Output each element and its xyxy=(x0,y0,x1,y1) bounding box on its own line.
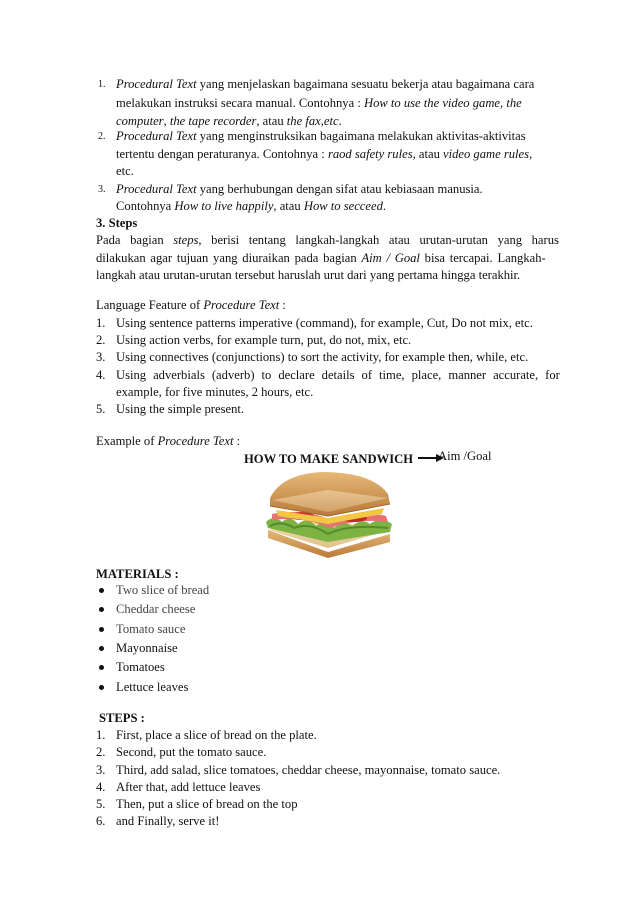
list-item-text xyxy=(116,145,532,163)
paragraph-line xyxy=(96,249,546,267)
term-italic: Procedure Text xyxy=(157,434,234,448)
list-item-text: example, for five minutes, 2 hours, etc. xyxy=(116,385,314,399)
bullet-icon xyxy=(99,588,104,593)
list-item: Two slice of bread xyxy=(116,583,210,597)
list-number: 3. xyxy=(98,184,106,195)
bullet-icon xyxy=(99,627,104,632)
text-span: : xyxy=(233,434,241,448)
list-number: 4. xyxy=(96,780,106,794)
list-item-text xyxy=(116,197,386,215)
term-italic: Procedural Text xyxy=(116,182,197,196)
word: time, xyxy=(379,368,405,382)
term-italic: Procedural Text xyxy=(116,129,197,143)
list-item: Mayonnaise xyxy=(116,641,178,655)
list-number: 2. xyxy=(98,131,106,142)
term-italic: How to secceed xyxy=(303,199,383,213)
text-span: . xyxy=(382,199,387,213)
text-span: yang menjelaskan bagaimana sesuatu bekerja atau bagaimana cara xyxy=(196,77,535,91)
list-item-text: First, place a slice of bread on the plate. xyxy=(116,728,317,742)
term-italic: Procedural Text xyxy=(116,77,197,91)
list-item: Lettuce leaves xyxy=(116,680,189,694)
word: to xyxy=(261,368,272,382)
list-item-text: After that, add lettuce leaves xyxy=(116,780,261,794)
text-span: , xyxy=(529,147,533,161)
list-number: 2. xyxy=(96,333,106,347)
text-span: tertentu dengan peraturanya. Contohnya : xyxy=(116,147,328,161)
list-number: 4. xyxy=(96,368,106,382)
word: atau xyxy=(388,233,410,247)
list-item: Tomato sauce xyxy=(116,622,186,636)
language-feature-heading xyxy=(96,296,286,314)
aim-goal-label: Aim /Goal xyxy=(438,449,492,463)
text-span: , atau xyxy=(412,147,444,161)
word: bagian xyxy=(130,233,164,247)
list-item-text: Then, put a slice of bread on the top xyxy=(116,797,298,811)
text-span: Example of xyxy=(96,434,158,448)
word: (adverb) xyxy=(211,368,255,382)
list-item-text: Using sentence patterns imperative (command), for example, Cut, Do not mix, etc. xyxy=(116,316,533,330)
word: yang xyxy=(497,233,523,247)
list-item-text: Using connectives (conjunctions) to sort the activity, for example then, while, etc. xyxy=(116,350,529,364)
text-span: Contohnya xyxy=(116,199,175,213)
list-number: 5. xyxy=(96,797,106,811)
term-italic: How to use the video game xyxy=(363,96,501,110)
list-number: 6. xyxy=(96,814,106,828)
word: declare xyxy=(278,368,315,382)
list-item-text: etc. xyxy=(116,164,134,178)
list-item-text: and Finally, serve it! xyxy=(116,814,220,828)
list-item-text: Third, add salad, slice tomatoes, cheddar cheese, mayonnaise, tomato sauce. xyxy=(116,763,501,777)
term-italic: video game rules xyxy=(443,147,530,161)
list-item-text xyxy=(116,94,522,112)
list-number: 3. xyxy=(96,350,106,364)
list-number: 1. xyxy=(98,79,106,90)
text-span: , xyxy=(163,114,170,128)
list-number: 2. xyxy=(96,745,106,759)
word: steps, xyxy=(173,233,202,247)
text-span: . xyxy=(338,114,342,128)
list-number: 1. xyxy=(96,728,106,742)
word: details xyxy=(321,368,355,382)
section-heading: 3. Steps xyxy=(96,216,138,230)
text-span: , atau xyxy=(273,199,304,213)
bullet-icon xyxy=(99,607,104,612)
example-label xyxy=(96,432,240,450)
text-span: dilakukan agar tujuan yang diuraikan pada bagian xyxy=(96,251,362,265)
arrow-line xyxy=(418,457,438,459)
materials-heading: MATERIALS : xyxy=(96,567,179,581)
word: harus xyxy=(531,233,559,247)
term-italic: Procedure Text xyxy=(203,298,280,312)
list-item: Tomatoes xyxy=(116,660,165,674)
bullet-icon xyxy=(99,646,104,651)
word: Pada xyxy=(96,233,121,247)
term-italic: the fax xyxy=(286,114,321,128)
text-span: , atau xyxy=(256,114,287,128)
paragraph-line: langkah atau urutan-urutan tersebut haruslah urut dari yang pertama hingga terakhir. xyxy=(96,268,521,282)
word: berisi xyxy=(211,233,240,247)
word: of xyxy=(361,368,373,382)
term-italic: raod safety rules xyxy=(327,147,413,161)
word: place, xyxy=(411,368,442,382)
steps-heading: STEPS : xyxy=(99,711,145,725)
bullet-icon xyxy=(99,685,104,690)
procedure-title: HOW TO MAKE SANDWICH xyxy=(244,452,413,466)
word: urutan-urutan xyxy=(419,233,488,247)
text-span: melakukan instruksi secara manual. Contohnya : xyxy=(116,96,364,110)
word: tentang xyxy=(248,233,286,247)
word: for xyxy=(545,368,560,382)
term-italic: How to live happily xyxy=(174,199,274,213)
word: adverbials xyxy=(153,368,205,382)
list-item-text: Second, put the tomato sauce. xyxy=(116,745,267,759)
term-italic: Aim / Goal xyxy=(361,251,420,265)
term-italic: the tape recorder xyxy=(169,114,257,128)
text-span: , xyxy=(500,96,507,110)
list-number: 1. xyxy=(96,316,106,330)
word: langkah-langkah xyxy=(295,233,380,247)
term-italic: etc xyxy=(323,114,339,128)
list-item-text xyxy=(116,366,560,384)
text-span: yang berhubungan dengan sifat atau kebiasaan manusia. xyxy=(196,182,483,196)
paragraph-line xyxy=(96,231,559,249)
text-span: : xyxy=(279,298,286,312)
word: accurate, xyxy=(493,368,539,382)
sandwich-image xyxy=(262,468,396,558)
list-number: 3. xyxy=(96,763,106,777)
bullet-icon xyxy=(99,665,104,670)
list-item-text xyxy=(116,75,534,93)
text-span: Language Feature of xyxy=(96,298,204,312)
word: Using xyxy=(116,368,147,382)
list-item: Cheddar cheese xyxy=(116,602,196,616)
term-italic: computer xyxy=(116,114,164,128)
list-item-text xyxy=(116,127,526,145)
list-item-text: Using the simple present. xyxy=(116,402,245,416)
list-item-text xyxy=(116,180,483,198)
word: manner xyxy=(448,368,487,382)
text-span: yang menginstruksikan bagaimana melakukan aktivitas-aktivitas xyxy=(196,129,526,143)
text-span: , xyxy=(320,114,324,128)
list-number: 5. xyxy=(96,402,106,416)
term-italic: the xyxy=(506,96,522,110)
list-item-text: Using action verbs, for example turn, put, do not, mix, etc. xyxy=(116,333,412,347)
text-span: bisa tercapai. Langkah- xyxy=(419,251,546,265)
